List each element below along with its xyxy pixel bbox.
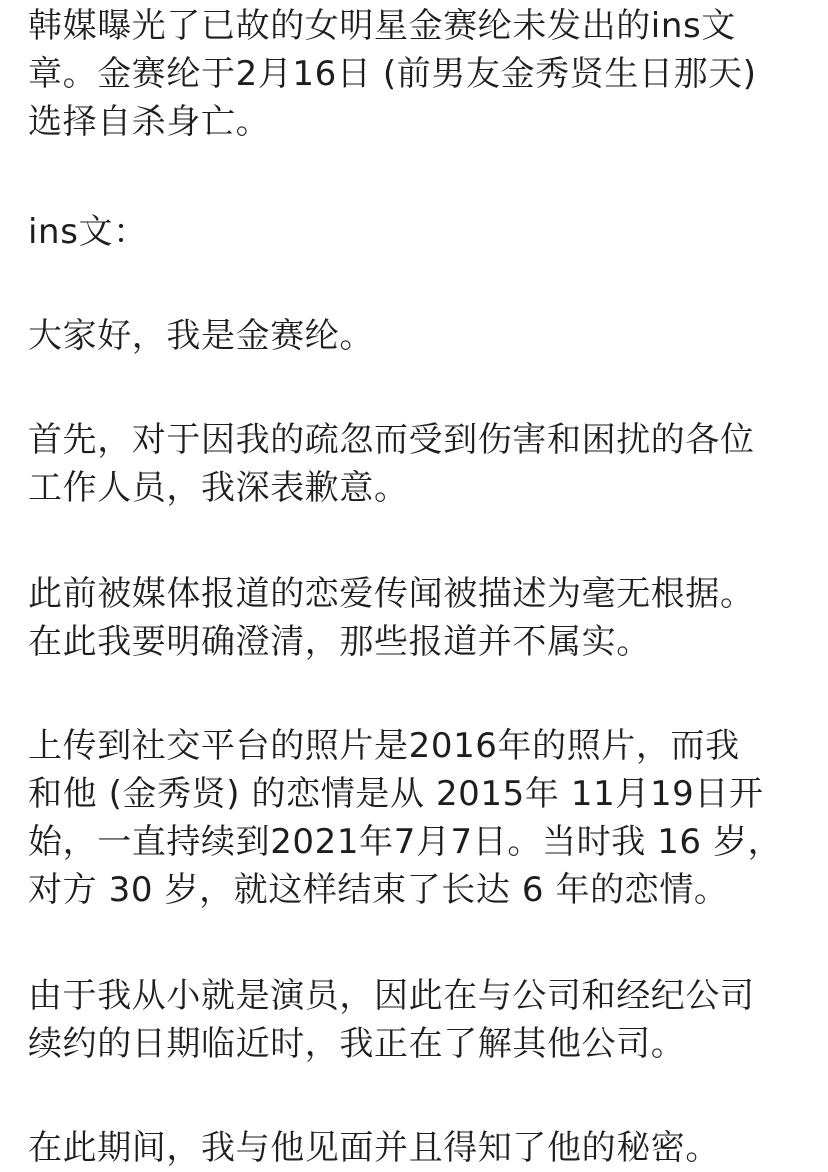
text-line: 上传到社交平台的照片是2016年的照片，而我 [28,726,740,766]
text-line: 对方 30 岁，就这样结束了长达 6 年的恋情。 [28,870,729,910]
text-line: 由于我从小就是演员，因此在与公司和经纪公司 [28,976,755,1016]
text-line: 始，一直持续到2021年7月7日。当时我 16 岁， [28,822,783,862]
text-line: 在此我要明确澄清，那些报道并不属实。 [28,622,651,662]
text-line: 选择自杀身亡。 [28,102,271,142]
text-line: 首先，对于因我的疏忽而受到伤害和困扰的各位 [28,420,755,460]
ins-heading [28,208,818,256]
text-line: ins文： [28,212,148,252]
text-line: 和他 (金秀贤) 的恋情是从 2015年 11月19日开 [28,774,764,814]
text-line: 续约的日期临近时，我正在了解其他公司。 [28,1024,686,1064]
relationship-paragraph [28,722,818,914]
intro-paragraph [28,2,818,146]
text-line: 章。金赛纶于2月16日 (前男友金秀贤生日那天) [28,54,757,94]
text-line: 韩媒曝光了已故的女明星金赛纶未发出的ins文 [28,6,736,46]
greeting-paragraph [28,312,818,360]
rumor-paragraph [28,570,818,666]
text-line: 大家好，我是金赛纶。 [28,316,374,356]
text-line: 工作人员，我深表歉意。 [28,468,409,508]
cutoff-paragraph [28,1124,818,1172]
text-line: 在此期间，我与他见面并且得知了他的秘密。 [28,1128,720,1168]
apology-paragraph [28,416,818,512]
career-paragraph [28,972,818,1068]
text-line: 此前被媒体报道的恋爱传闻被描述为毫无根据。 [28,574,755,614]
